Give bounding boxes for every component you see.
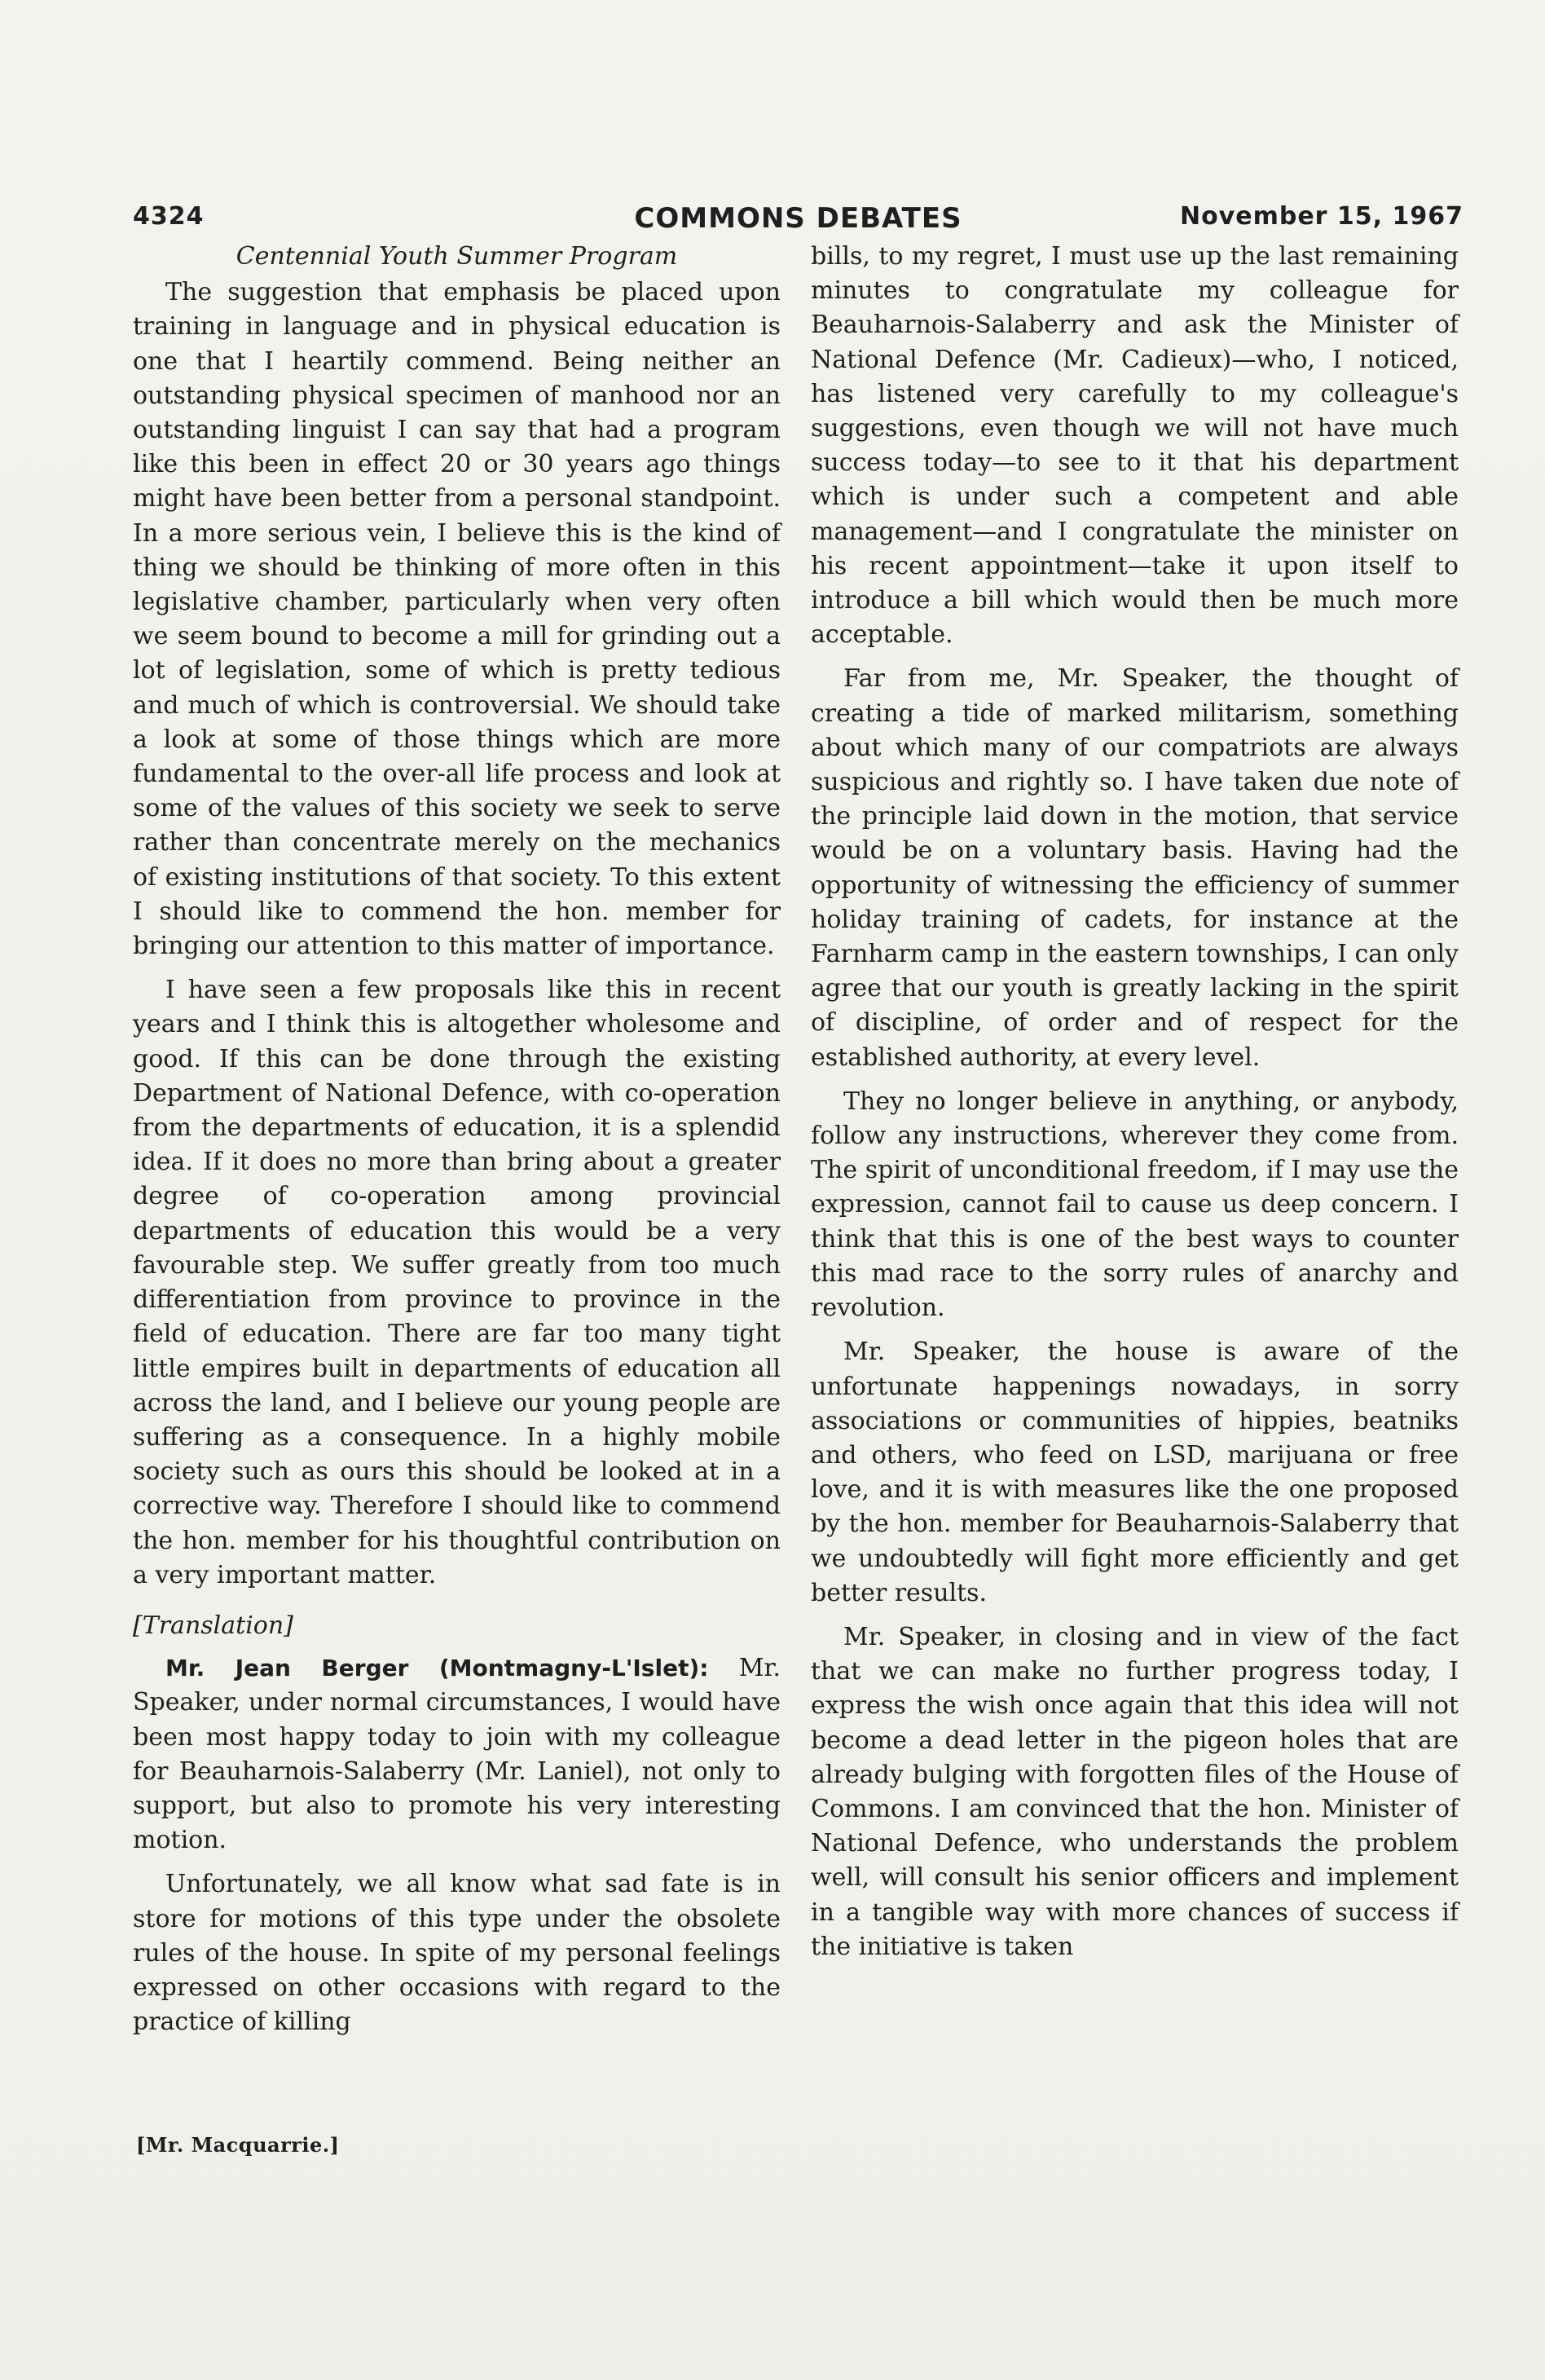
footer-speaker-tag: [Mr. Macquarrie.] [136, 2133, 340, 2157]
page-header [133, 202, 1464, 241]
paragraph: I have seen a few proposals like this in recent years and I think this is altogether wholesome and good. If this can be done through the existing Department of National Defence, with co-operation from the departments of education, it is a splendid idea. If it does no more than bring about a greater degree of co-operation among provincial departments of education this would be a very favourable step. We suffer greatly from too much differentiation from province to province in the field of education. There are far too many tight little empires built in departments of education all across the land, and I believe our young people are suffering as a consequence. In a highly mobile society such as ours this should be looked at in a corrective way. Therefore I should like to commend the hon. member for his thoughtful contribution on a very important matter. [133, 976, 781, 1589]
speaker-name: Mr. Jean Berger (Montmagny-L'Islet): [165, 1655, 709, 1682]
paragraph: Unfortunately, we all know what sad fate is in store for motions of this type under the obsolete rules of the house. In spite of my personal feelings expressed on other occasions with regard to the practice of killing [133, 1870, 781, 2037]
right-column [811, 240, 1459, 1974]
publication-title: COMMONS DEBATES [634, 202, 962, 235]
speaker-paragraph [133, 1651, 781, 1858]
speaker-text: Mr. Speaker, under normal circumstances, I would have been most happy today to join with my colleague for Beauharnois-Salaberry (Mr. Laniel), not only to support, but also to promote his very interesting motion. [133, 1654, 781, 1855]
paragraph: Mr. Speaker, in closing and in view of the fact that we can make no further progress today, I express the wish once again that this idea will not become a dead letter in the pigeon holes that are already bulging with forgotten files of the House of Commons. I am convinced that the hon. Minister of National Defence, who understands the problem well, will consult his senior officers and implement in a tangible way with more chances of success if the initiative is taken [811, 1622, 1459, 1961]
translation-label: [Translation] [133, 1611, 293, 1640]
page-date: November 15, 1967 [1179, 202, 1464, 231]
subject-heading: Centennial Youth Summer Program [235, 242, 678, 271]
paragraph: They no longer believe in anything, or anybody, follow any instructions, wherever they come from. The spirit of unconditional freedom, if I may use the expression, cannot fail to cause us deep concern. I think that this is one of the best ways to counter this mad race to the sorry rules of anarchy and revolution. [811, 1086, 1459, 1323]
page-number: 4324 [133, 202, 205, 231]
left-column [133, 240, 781, 2049]
paragraph: Far from me, Mr. Speaker, the thought of creating a tide of marked militarism, something about which many of our compatriots are always suspicious and rightly so. I have taken due note of the principle laid down in the motion, that service would be on a voluntary basis. Having had the opportunity of witnessing the efficiency of summer holiday training of cadets, for instance at the Farnharm camp in the eastern townships, I can only agree that our youth is greatly lacking in the spirit of discipline, of order and of respect for the established authority, at every level. [811, 664, 1459, 1072]
paragraph: The suggestion that emphasis be placed upon training in language and in physical education is one that I heartily commend. Being neither an outstanding physical specimen of manhood nor an outstanding linguist I can say that had a program like this been in effect 20 or 30 years ago things might have been better from a personal standpoint. In a more serious vein, I believe this is the kind of thing we should be thinking of more often in this legislative chamber, particularly when very often we seem bound to become a mill for grinding out a lot of legislation, some of which is pretty tedious and much of which is controversial. We should take a look at some of those things which are more fundamental to the over-all life process and look at some of the values of this society we seek to serve rather than concentrate merely on the mechanics of existing institutions of that society. To this extent I should like to commend the hon. member for bringing our attention to this matter of importance. [133, 278, 781, 961]
paragraph: Mr. Speaker, the house is aware of the unfortunate happenings nowadays, in sorry associations or communities of hippies, beatniks and others, who feed on LSD, marijuana or free love, and it is with measures like the one proposed by the hon. member for Beauharnois-Salaberry that we undoubtedly will fight more efficiently and get better results. [811, 1338, 1459, 1607]
continued-paragraph: bills, to my regret, I must use up the last remaining minutes to congratulate my colleague for Beauharnois-Salaberry and ask the Minister of National Defence (Mr. Cadieux)—who, I noticed, has listened very carefully to my colleague's suggestions, even though we will not have much success today—to see to it that his department which is under such a competent and able management—and I congratulate the minister on his recent appointment—take it upon itself to introduce a bill which would then be much more acceptable. [811, 242, 1459, 650]
